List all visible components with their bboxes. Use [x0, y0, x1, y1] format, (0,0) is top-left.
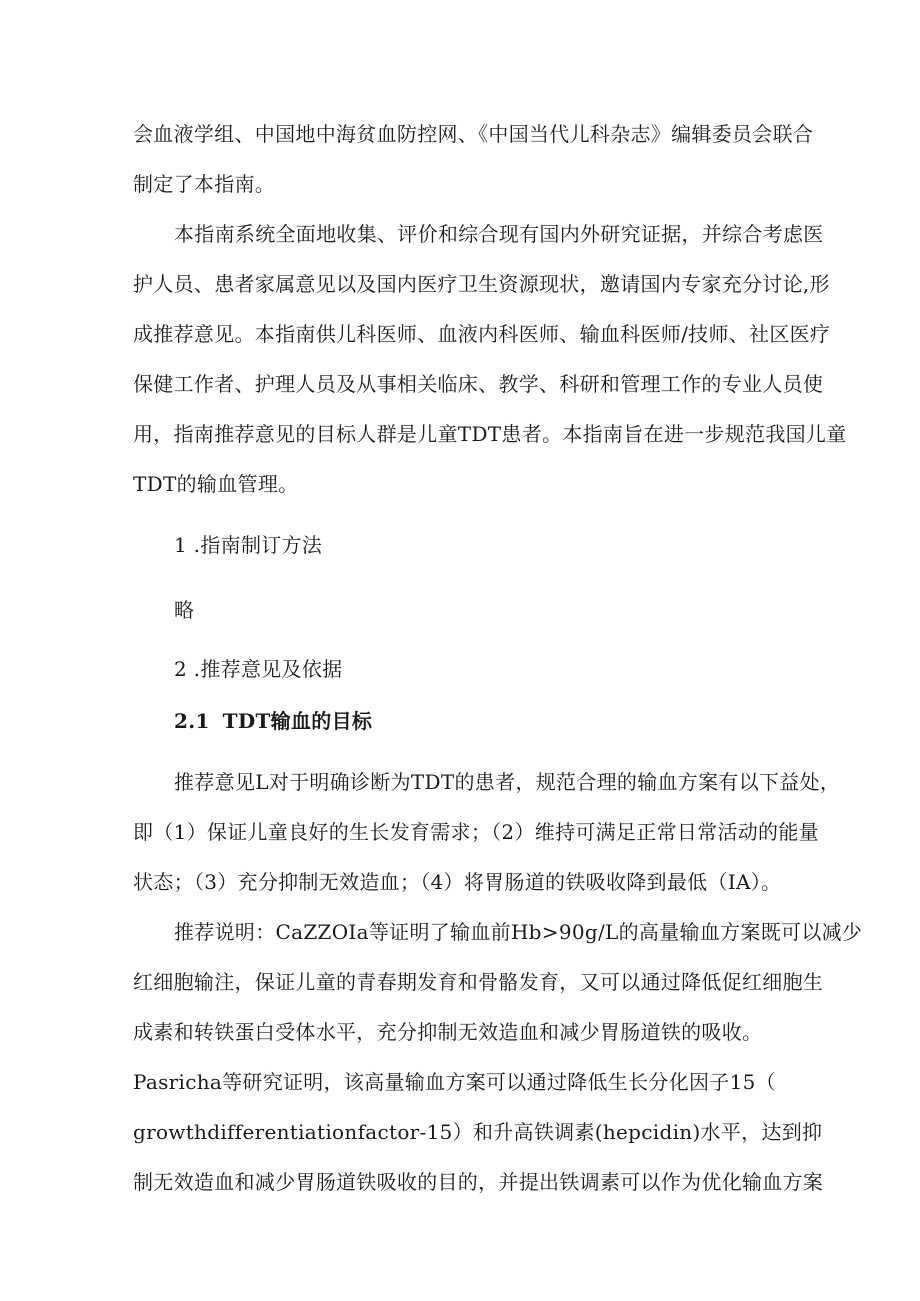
- paragraph-line-5: 成推荐意见。本指南供儿科医师、血液内科医师、输血科医师/技师、社区医疗: [133, 322, 831, 346]
- paragraph-line-6: 保健工作者、护理人员及从事相关临床、教学、科研和管理工作的专业人员使: [133, 372, 824, 396]
- explanation-line-2: 红细胞输注，保证儿童的青春期发育和骨骼发育，又可以通过降低促红细胞生: [133, 970, 824, 994]
- section-heading-2: [174, 655, 342, 683]
- subsection-title: TDT输血的目标: [222, 709, 373, 733]
- explanation-line-1: 推荐说明：CaZZOIa等证明了输血前Hb>90g/L的高量输血方案既可以减少: [174, 920, 863, 944]
- subsection-number: 2.1: [174, 709, 210, 733]
- paragraph-line-7: 用，指南推荐意见的目标人群是儿童TDT患者。本指南旨在进一步规范我国儿童: [133, 422, 847, 446]
- section-1-content: 略: [174, 598, 195, 622]
- section-heading-2-text: 2 .推荐意见及依据: [174, 657, 343, 681]
- paragraph-line-4: 护人员、患者家属意见以及国内医疗卫生资源现状，邀请国内专家充分讨论,形: [133, 272, 830, 296]
- body-line-2: 制定了本指南。: [133, 172, 276, 196]
- subsection-heading-2-1: [174, 707, 372, 735]
- recommendation-line-2: 即（1）保证儿童良好的生长发育需求；（2）维持可满足正常日常活动的能量: [133, 820, 819, 844]
- paragraph-line-3: 本指南系统全面地收集、评价和综合现有国内外研究证据，并综合考虑医: [174, 222, 824, 246]
- recommendation-line-1: 推荐意见L对于明确诊断为TDT的患者，规范合理的输血方案有以下益处，: [174, 770, 841, 794]
- paragraph-line-8: TDT的输血管理。: [133, 472, 299, 496]
- explanation-line-6: 制无效造血和减少胃肠道铁吸收的目的，并提出铁调素可以作为优化输血方案: [133, 1170, 824, 1194]
- section-heading-1: [174, 531, 322, 559]
- recommendation-line-3: 状态；（3）充分抑制无效造血；（4）将胃肠道的铁吸收降到最低（IA）。: [133, 870, 782, 894]
- explanation-line-3: 成素和转铁蛋白受体水平，充分抑制无效造血和减少胃肠道铁的吸收。: [133, 1020, 763, 1044]
- explanation-line-5: growthdifferentiationfactor-15）和升高铁调素(hepcidin)水平，达到抑: [133, 1120, 823, 1144]
- body-line-1: 会血液学组、中国地中海贫血防控网、《中国当代儿科杂志》编辑委员会联合: [133, 122, 814, 146]
- explanation-line-4: Pasricha等研究证明，该高量输血方案可以通过降低生长分化因子15（: [133, 1070, 776, 1094]
- section-heading-1-text: 1 .指南制订方法: [174, 533, 323, 557]
